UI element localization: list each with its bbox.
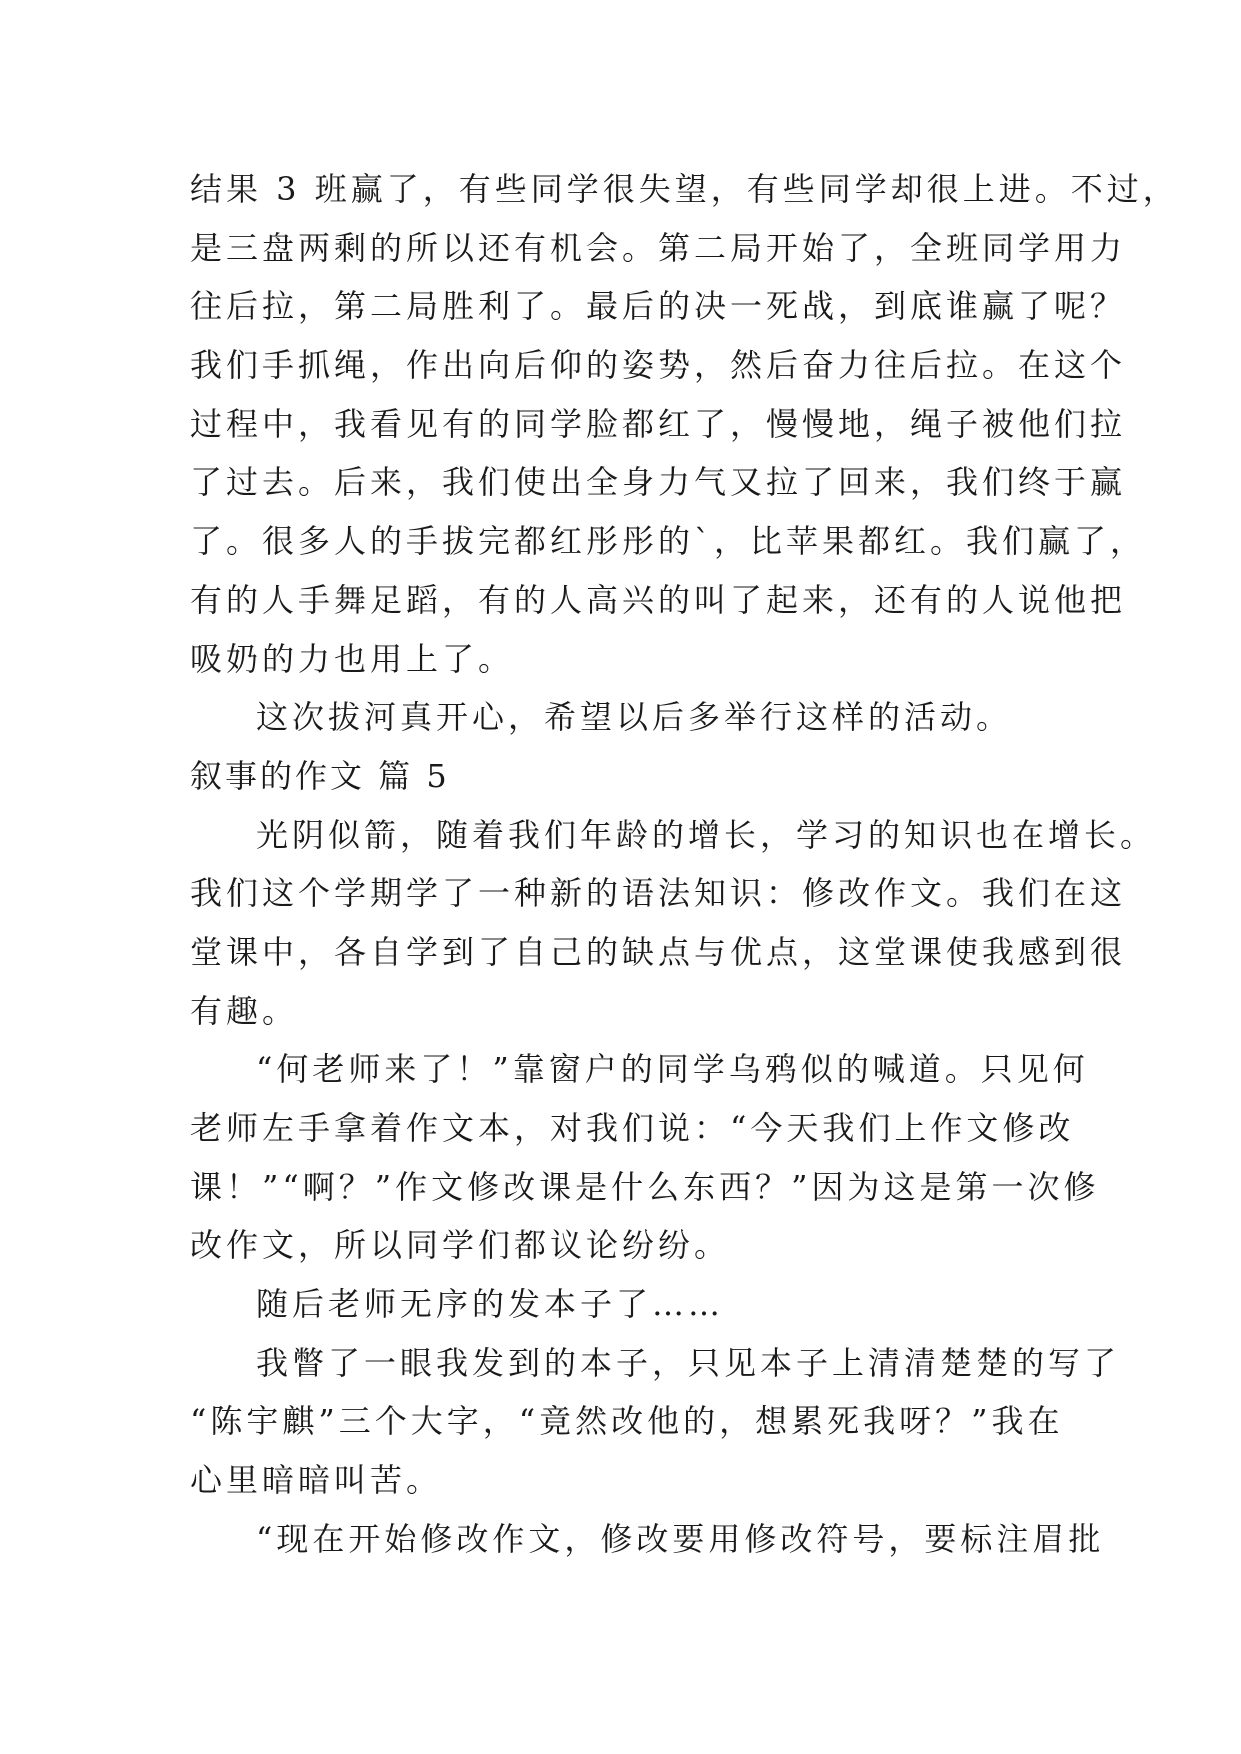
text-line: 课！”“啊？”作文修改课是什么东西？”因为这是第一次修 (190, 1167, 1100, 1206)
heading-text: 叙事的作文 篇 5 (190, 756, 450, 795)
text-line: 往后拉，第二局胜利了。最后的决一死战，到底谁赢了呢？ (190, 287, 1127, 326)
text-line: 了过去。后来，我们使出全身力气又拉了回来，我们终于赢 (190, 463, 1127, 502)
paragraph (190, 1040, 1100, 1275)
paragraph (190, 1275, 1070, 1334)
text-line: 心里暗暗叫苦。 (190, 1461, 443, 1500)
text-line: 吸奶的力也用上了。 (190, 639, 515, 678)
text-line: 我们这个学期学了一种新的语法知识：修改作文。我们在这 (190, 874, 1127, 913)
paragraph-continuation (190, 160, 1179, 688)
text-line: 有的人手舞足蹈，有的人高兴的叫了起来，还有的人说他把 (190, 580, 1127, 619)
text-line: 我们手抓绳，作出向后仰的姿势，然后奋力往后拉。在这个 (190, 346, 1127, 385)
paragraph (190, 688, 1070, 747)
text-line: 随后老师无序的发本子了…… (256, 1285, 725, 1324)
text-line: 我瞥了一眼我发到的本子，只见本子上清清楚楚的写了 (256, 1343, 1121, 1382)
text-line: 是三盘两剩的所以还有机会。第二局开始了，全班同学用力 (190, 228, 1127, 267)
text-line: 结果 3 班赢了，有些同学很失望，有些同学却很上进。不过， (190, 170, 1179, 208)
text-line: “现在开始修改作文，修改要用修改符号，要标注眉批 (256, 1519, 1105, 1558)
paragraph (190, 806, 1157, 1041)
text-line: 光阴似箭，随着我们年龄的增长，学习的知识也在增长。 (256, 815, 1157, 854)
text-line: “何老师来了！”靠窗户的同学乌鸦似的喊道。只见何 (256, 1050, 1089, 1089)
text-line: 有趣。 (190, 991, 299, 1030)
text-line: “陈宇麒”三个大字，“竟然改他的，想累死我呀？”我在 (190, 1402, 1064, 1441)
text-line: 这次拔河真开心，希望以后多举行这样的活动。 (256, 698, 1013, 737)
text-line: 老师左手拿着作文本，对我们说：“今天我们上作文修改 (190, 1109, 1075, 1147)
text-line: 了。很多人的手拔完都红彤彤的`，比苹果都红。我们赢了， (190, 522, 1147, 561)
text-line: 改作文，所以同学们都议论纷纷。 (190, 1226, 731, 1265)
paragraph (190, 1334, 1121, 1510)
text-line: 堂课中，各自学到了自己的缺点与优点，这堂课使我感到很 (190, 932, 1127, 971)
section-heading (190, 747, 1070, 806)
text-line: 过程中，我看见有的同学脸都红了，慢慢地，绳子被他们拉 (190, 404, 1127, 443)
document-body (190, 160, 1179, 1569)
paragraph (190, 1510, 1105, 1569)
